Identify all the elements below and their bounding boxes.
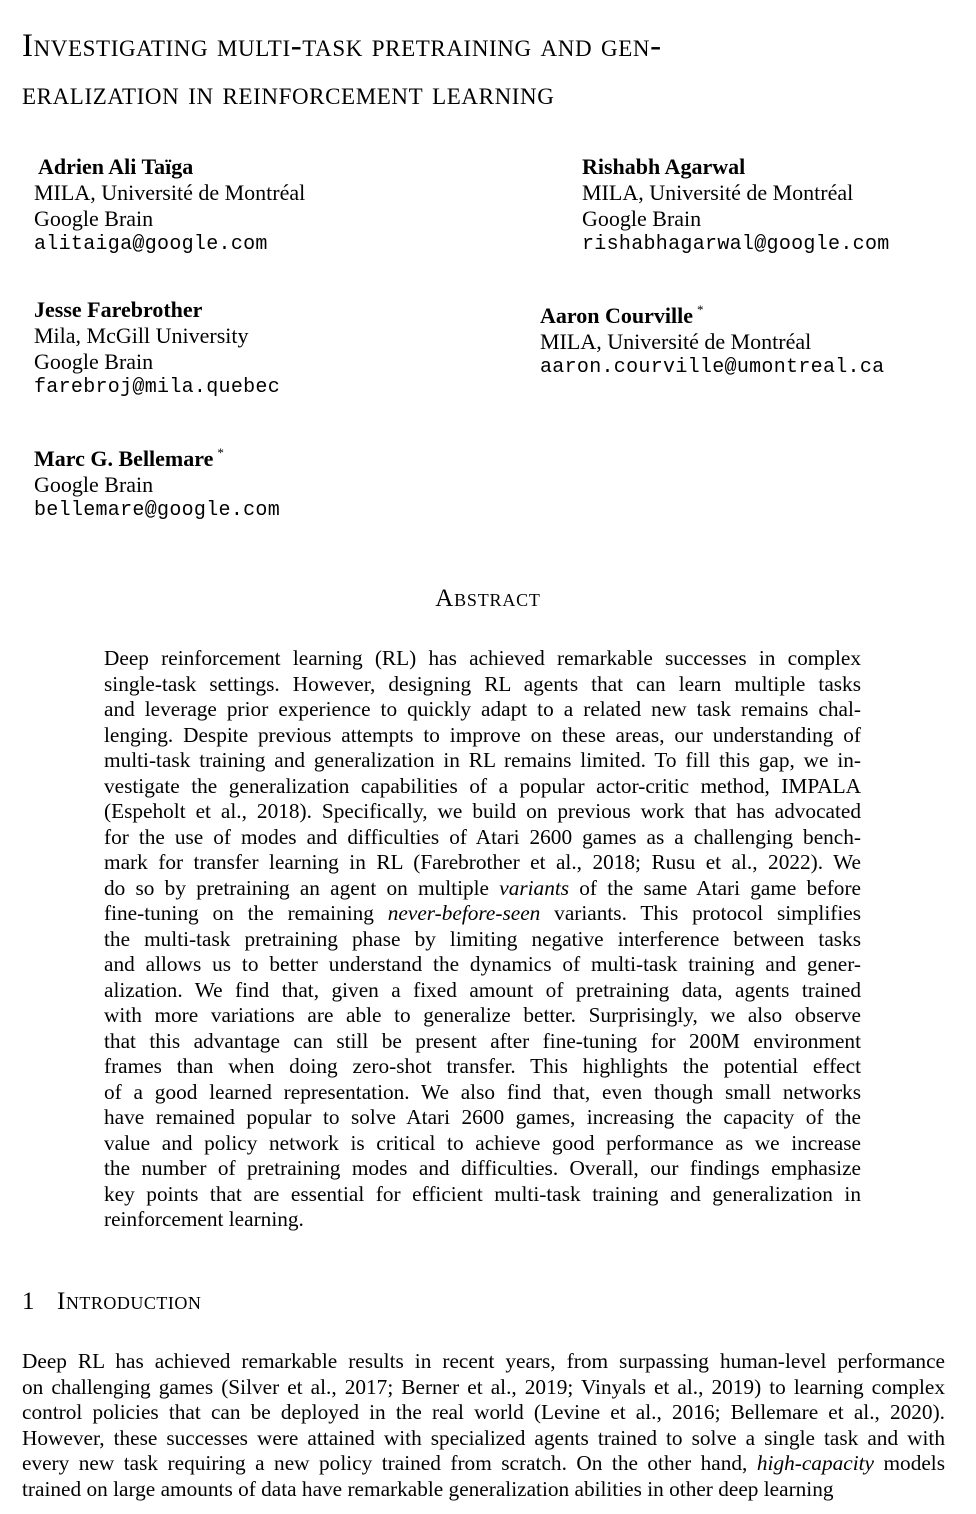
text-line: vestigate the generalization capabilities of a popular actor-critic method, IMPALA	[104, 773, 861, 798]
title-line-2: eralization in reinforcement learning	[22, 76, 555, 112]
author-email: rishabhagarwal@google.com	[582, 233, 890, 256]
text-line: (Espeholt et al., 2018). Specifically, we build on previous work that has advocated	[104, 799, 861, 823]
text-line: the number of pretraining modes and difficulties. Overall, our findings emphasize	[104, 1156, 861, 1180]
text-line: and leverage prior experience to quickly adapt to a related new task remains chal-	[104, 697, 861, 721]
line-segment: fine-tuning on the remaining	[104, 901, 388, 925]
line-segment: of the same Atari game before	[569, 875, 861, 900]
introduction-heading	[22, 1288, 201, 1316]
author-name-text: Marc G. Bellemare	[34, 446, 214, 471]
line-segment: do so by pretraining an agent on multiple	[104, 875, 500, 900]
text-line: on challenging games (Silver et al., 2017; Berner et al., 2019; Vinyals et al., 2019) to learning complex	[22, 1374, 945, 1399]
text-line: alization. We find that, given a fixed amount of pretraining data, agents trained	[104, 977, 861, 1002]
text-line: frames than when doing zero-shot transfer. This highlights the potential effect	[104, 1054, 861, 1078]
author-block	[540, 297, 884, 381]
text-line	[22, 1451, 945, 1477]
author-name-text: Aaron Courville	[540, 303, 693, 328]
author-block	[582, 154, 890, 258]
paper-title	[22, 22, 962, 118]
author-name	[34, 440, 280, 472]
text-line: control policies that can be deployed in the real world (Levine et al., 2016; Bellemare et al., 2020).	[22, 1400, 945, 1424]
title-line-1: Investigating multi-task pretraining and gen-	[22, 28, 662, 64]
text-line: key points that are essential for efficient multi-task training and generalization in	[104, 1181, 861, 1206]
line-segment: models	[873, 1451, 945, 1475]
emphasis-text: variants	[499, 875, 570, 900]
text-line: lenging. Despite previous attempts to improve on these areas, our understanding of	[104, 722, 861, 747]
emphasis-text: high-capacity	[756, 1451, 874, 1475]
text-line	[104, 901, 861, 927]
emphasis-text: never-before-seen	[387, 901, 541, 925]
author-block	[34, 440, 280, 524]
author-affiliation: MILA, Université de Montréal	[582, 180, 854, 205]
author-block	[34, 154, 306, 258]
line-segment: variants. This protocol simplifies	[540, 901, 861, 925]
text-line: multi-task training and generalization in RL remains limited. To fill this gap, we in-	[104, 748, 861, 772]
author-name: Adrien Ali Taïga	[38, 154, 194, 179]
author-affiliation: MILA, Université de Montréal	[540, 329, 812, 354]
text-line: of a good learned representation. We also find that, even though small networks	[104, 1079, 861, 1104]
introduction-body	[22, 1349, 945, 1502]
author-affiliation: MILA, Université de Montréal	[34, 180, 306, 205]
abstract-body	[104, 646, 861, 1233]
author-name: Jesse Farebrother	[34, 297, 203, 322]
footnote-mark: *	[217, 445, 224, 460]
text-line: mark for transfer learning in RL (Farebrother et al., 2018; Rusu et al., 2022). We	[104, 850, 861, 874]
author-affiliation: Mila, McGill University	[34, 323, 249, 348]
author-affiliation: Google Brain	[34, 349, 154, 374]
text-line: value and policy network is critical to achieve good performance as we increase	[104, 1130, 861, 1155]
text-line: Deep RL has achieved remarkable results in recent years, from surpassing human-level performance	[22, 1349, 945, 1373]
text-line: for the use of modes and difficulties of Atari 2600 games as a challenging bench-	[104, 824, 861, 849]
footnote-mark: *	[696, 302, 704, 317]
author-email: farebroj@mila.quebec	[34, 376, 281, 399]
author-affiliation: Google Brain	[34, 472, 154, 497]
section-title: Introduction	[57, 1288, 202, 1315]
author-email: aaron.courville@umontreal.ca	[540, 356, 885, 379]
text-line: single-task settings. However, designing RL agents that can learn multiple tasks	[104, 671, 861, 696]
author-affiliation: Google Brain	[34, 206, 154, 231]
text-line: that this advantage can still be present after fine-tuning for 200M environment	[104, 1028, 861, 1053]
text-line: have remained popular to solve Atari 2600 games, increasing the capacity of the	[104, 1105, 861, 1129]
author-affiliation: Google Brain	[582, 206, 702, 231]
author-name: Rishabh Agarwal	[582, 154, 746, 179]
text-line: with more variations are able to generalize better. Surprisingly, we also observe	[104, 1003, 861, 1027]
author-email: bellemare@google.com	[34, 499, 281, 522]
text-line: the multi-task pretraining phase by limiting negative interference between tasks	[104, 926, 861, 951]
text-line: However, these successes were attained with specialized agents trained to solve a single task and with	[22, 1425, 945, 1450]
text-line: Deep reinforcement learning (RL) has achieved remarkable successes in complex	[104, 646, 861, 670]
section-number: 1	[22, 1288, 35, 1315]
line-segment: every new task requiring a new policy trained from scratch. On the other hand,	[22, 1451, 757, 1475]
text-line	[104, 876, 861, 902]
author-name	[540, 297, 884, 329]
abstract-heading: Abstract	[435, 585, 541, 612]
text-line: trained on large amounts of data have remarkable generalization abilities in other deep learning	[22, 1476, 834, 1501]
author-block	[34, 297, 280, 401]
author-email: alitaiga@google.com	[34, 233, 268, 256]
text-line: reinforcement learning.	[104, 1207, 304, 1231]
text-line: and allows us to better understand the dynamics of multi-task training and gener-	[104, 952, 861, 976]
